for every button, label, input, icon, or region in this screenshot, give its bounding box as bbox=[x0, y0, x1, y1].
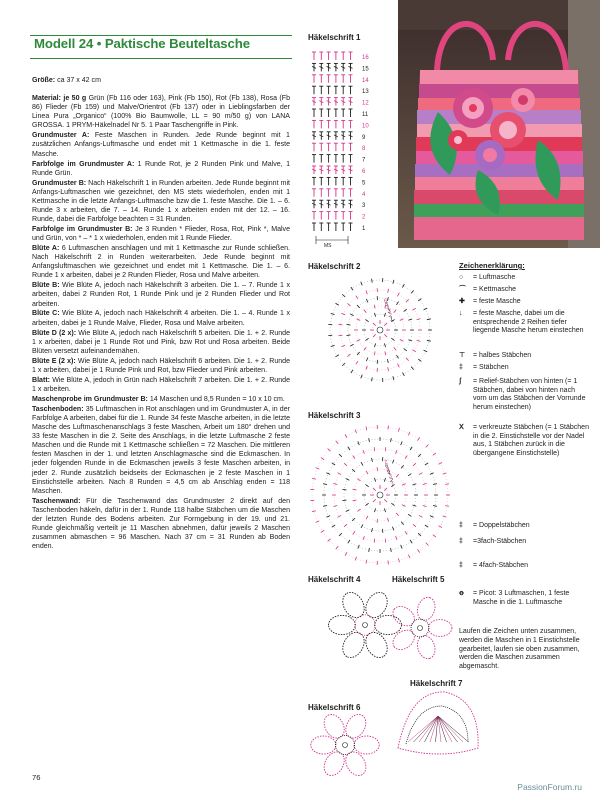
paragraph-text: 14 Maschen und 8,5 Runden = 10 x 10 cm. bbox=[147, 395, 285, 403]
stitch-mark bbox=[412, 484, 416, 485]
round-number: 7 bbox=[384, 459, 388, 466]
stitch-mark bbox=[408, 432, 410, 436]
row-number: 12 bbox=[362, 100, 369, 107]
stitch-mark bbox=[350, 314, 354, 316]
row-number: 9 bbox=[362, 134, 366, 141]
round-number: 4 bbox=[386, 305, 390, 312]
stitch-mark bbox=[351, 287, 353, 290]
stitch-mark bbox=[405, 531, 407, 534]
chart-1-label: Häkelschrift 1 bbox=[308, 33, 361, 42]
leaf-vein bbox=[438, 716, 463, 742]
round-number: 6 bbox=[385, 463, 389, 470]
paragraph-heading: Blüte E (2 x): bbox=[32, 357, 76, 365]
chart-7-label: Häkelschrift 7 bbox=[410, 679, 463, 688]
center-ring bbox=[418, 626, 423, 631]
paragraph-text: 1 Runde Rot, je 2 Runden Pink und Malve, 1 Runde Grün. bbox=[32, 160, 290, 177]
chart-7 bbox=[398, 692, 478, 754]
stitch-mark bbox=[356, 296, 358, 299]
legend-item bbox=[459, 364, 589, 373]
legend-symbol-icon: Ⅹ bbox=[459, 424, 464, 431]
legend-title: Zeichenerklärung: bbox=[459, 261, 525, 270]
stitch-mark bbox=[396, 536, 397, 540]
legend-symbol-icon: ○ bbox=[459, 274, 464, 281]
stitch-mark bbox=[332, 463, 335, 465]
row-number: 16 bbox=[362, 55, 369, 61]
legend-item bbox=[459, 590, 589, 607]
stitch-mark bbox=[342, 500, 346, 501]
stitch-mark bbox=[419, 515, 423, 517]
round-number: 2 bbox=[388, 312, 392, 319]
row-number: 5 bbox=[362, 180, 366, 187]
chart-5-label: Häkelschrift 5 bbox=[392, 575, 445, 584]
paragraph-heading: Taschenboden: bbox=[32, 405, 84, 413]
paragraph-heading: Blüte C: bbox=[32, 310, 60, 318]
stitch-mark bbox=[418, 359, 421, 361]
stitch-mark bbox=[373, 488, 376, 491]
legend-symbol-icon: ✚ bbox=[459, 298, 465, 305]
row-number: 4 bbox=[362, 191, 366, 198]
stitch-mark bbox=[392, 460, 393, 464]
legend-text: = verkreuzte Stäbchen (= 1 Stäbchen in die 2. Einstichstelle vor der Nadel aus, 1 Stäbchen zurück in die übergangene Einstichstelle) bbox=[473, 424, 589, 457]
row-number: 13 bbox=[362, 89, 369, 96]
stitch-mark bbox=[423, 506, 427, 507]
stitch-mark bbox=[427, 340, 431, 341]
stitch-mark bbox=[384, 343, 385, 347]
stitch-mark bbox=[385, 351, 386, 355]
leaf-vein bbox=[438, 716, 469, 742]
legend-note: Laufen die Zeichen unten zusammen, werden die Maschen in 1 Einstichstelle gearbeitet, laufen sie oben zusammen, werden die Maschen zusammen abgemascht. bbox=[459, 628, 580, 671]
stitch-mark bbox=[364, 347, 366, 350]
paragraph-heading: Farbfolge im Grundmuster B: bbox=[32, 225, 133, 233]
stitch-mark bbox=[433, 484, 437, 485]
stitch-mark bbox=[331, 313, 335, 314]
stitch-mark bbox=[312, 511, 316, 512]
stitch-mark bbox=[406, 358, 409, 361]
petal-mark bbox=[361, 629, 391, 662]
row-number: 2 bbox=[362, 214, 366, 221]
stitch-mark bbox=[405, 455, 407, 458]
stitch-mark bbox=[433, 506, 437, 507]
legend-symbol-icon: ⌒ bbox=[459, 286, 466, 293]
stitch-mark bbox=[357, 479, 360, 481]
ring-guide bbox=[354, 469, 406, 521]
stitch-mark bbox=[345, 434, 347, 437]
leaf-vein bbox=[408, 716, 438, 742]
petal-mark bbox=[320, 711, 348, 742]
round-number: 3 bbox=[388, 474, 392, 481]
round-number: 5 bbox=[385, 302, 389, 308]
stitch-mark bbox=[338, 324, 342, 325]
stitch-mark bbox=[372, 279, 373, 283]
petal-mark bbox=[342, 748, 370, 779]
legend-item bbox=[459, 310, 589, 336]
legend-text: = halbes Stäbchen bbox=[473, 352, 532, 359]
stitch-mark bbox=[321, 458, 324, 460]
legend-item bbox=[459, 274, 589, 283]
legend-item bbox=[459, 286, 589, 295]
stitch-mark bbox=[391, 338, 394, 340]
stitch-mark bbox=[391, 438, 392, 442]
legend-text: = feste Masche, dabei um die entsprechende 2 Reihen tiefer liegende Masche herum einstechen bbox=[473, 310, 584, 335]
stitch-mark bbox=[396, 474, 399, 477]
stitch-mark bbox=[347, 303, 350, 306]
stitch-mark bbox=[337, 515, 341, 517]
stitch-mark bbox=[365, 319, 368, 321]
petal-mark bbox=[389, 626, 418, 653]
stitch-mark bbox=[423, 484, 427, 485]
chart-3-label: Häkelschrift 3 bbox=[308, 411, 361, 420]
round-number: 2 bbox=[390, 477, 394, 484]
row-number: 14 bbox=[362, 77, 369, 84]
stitch-mark bbox=[411, 367, 414, 370]
round-number: 1 bbox=[390, 316, 394, 323]
legend-item bbox=[459, 522, 589, 531]
stitch-mark bbox=[332, 525, 335, 527]
center-ring bbox=[363, 623, 368, 628]
stitch-mark bbox=[443, 473, 447, 474]
stitch-mark bbox=[408, 555, 410, 559]
paragraph-text: Wie Blüte A, jedoch in Grün nach Häkelschrift 7 arbeiten. Die 1. + 2. Runde 1 x arbeiten. bbox=[32, 376, 290, 393]
stitch-mark bbox=[363, 450, 364, 454]
legend-item bbox=[459, 562, 589, 571]
stitch-mark bbox=[391, 503, 394, 505]
stitch-mark bbox=[425, 525, 428, 527]
stitch-mark bbox=[348, 447, 350, 450]
stitch-mark bbox=[400, 340, 404, 342]
stitch-mark bbox=[345, 552, 347, 555]
stitch-mark bbox=[412, 308, 415, 310]
stitch-mark bbox=[328, 449, 331, 452]
petal-mark bbox=[375, 615, 402, 634]
chart-1 bbox=[312, 52, 369, 244]
stitch-mark bbox=[433, 453, 436, 455]
petal-mark bbox=[338, 589, 368, 622]
ring-guide bbox=[340, 290, 420, 370]
paragraph-text: Wie Blüte A, jedoch nach Häkelschrift 3 arbeiten. Die 1. – 7. Runde 1 x arbeiten, dabei 2 Runden Rot, 1 Runde Pink und je 2 Runden Flieder und Rot arbeiten. bbox=[32, 282, 290, 308]
stitch-mark bbox=[419, 473, 423, 475]
paragraph-text: Wie Blüte A, jedoch nach Häkelschrift 4 arbeiten. Die 1. – 4. Runde 1 x arbeiten, dabei je 1 Runde Malve, Flieder, Rosa und Malve arbeiten. bbox=[32, 310, 290, 327]
chart-5 bbox=[389, 595, 452, 661]
stitch-mark bbox=[358, 545, 360, 549]
center-ring bbox=[377, 492, 383, 498]
paragraph-text: Nach Häkelschrift 1 in Runden arbeiten. Jede Runde beginnt mit Anfangs-Luftmaschen wie gezeichnet, den MS stets wiederholen, enden mit 1 Kettmasche in die letzte Anfangs-Luftmasche bzw die 1. feste Masche. Die 1. – 6. Runde 3 x arbeiten, die 7. – 14. Runde 1 x arbeiten enden mit der 12. – 16. Runde, dabei die Farbfolge beachten = 31 Runden. bbox=[32, 179, 290, 223]
paragraph-text: Wie Blüte A, jedoch nach Häkelschrift 6 arbeiten. Die 1. + 2. Runde 1 x arbeiten, dabei je 1 Runde Pink und Rot, bzw Flieder und Pink arbeiten. bbox=[32, 357, 290, 374]
stitch-mark bbox=[445, 484, 449, 485]
stitch-mark bbox=[384, 508, 385, 512]
stitch-mark bbox=[355, 557, 356, 561]
stitch-mark bbox=[373, 323, 376, 326]
stitch-mark bbox=[401, 545, 403, 549]
paragraph-heading: Taschenwand: bbox=[32, 497, 81, 505]
legend-symbol-icon: ‡ bbox=[459, 562, 463, 569]
row-number: 11 bbox=[362, 112, 369, 118]
leaf-vein bbox=[419, 716, 438, 742]
stitch-mark bbox=[366, 366, 367, 370]
stitch-mark bbox=[445, 506, 449, 507]
petal-mark bbox=[354, 736, 379, 754]
legend-symbol-icon: ꝋ bbox=[459, 590, 464, 597]
stitch-mark bbox=[365, 484, 368, 486]
petal-mark bbox=[338, 629, 368, 662]
paragraph-text: Grün (Fb 116 oder 163), Pink (Fb 150), Rot (Fb 138), Rosa (Fb 86) Flieder (Fb 159) und Malve/Orientrot (Fb 137) oder in Lieblingsfarben der Linea Pura „Organico“ (100% Bio Baumwolle, LL = 90 m/50 g) von LANA GROSSA. 1 PRYM-Häkelnadel Nr 5. 1 Paar Taschengriffe in Pink. bbox=[32, 95, 290, 130]
petal-mark bbox=[320, 748, 348, 779]
legend-item bbox=[459, 298, 589, 307]
footer-watermark: PassionForum.ru bbox=[517, 782, 582, 792]
stitch-mark bbox=[402, 505, 406, 507]
legend-item bbox=[459, 378, 589, 412]
petal-mark bbox=[361, 589, 391, 622]
center-ring bbox=[377, 327, 383, 333]
legend-text: = Picot: 3 Luftmaschen, 1 feste Masche in die 1. Luftmasche bbox=[473, 590, 570, 606]
stitch-mark bbox=[394, 310, 396, 313]
petal-mark bbox=[329, 615, 356, 634]
legend-item bbox=[459, 424, 589, 458]
legend-symbol-icon: ‡ bbox=[459, 522, 463, 529]
stitch-mark bbox=[393, 376, 394, 380]
page-title: Modell 24 • Paktische Beuteltasche bbox=[34, 36, 250, 51]
paragraph-heading: Blüte A: bbox=[32, 245, 60, 253]
stitch-mark bbox=[433, 535, 436, 537]
leaf-outline bbox=[398, 692, 478, 754]
stitch-mark bbox=[347, 354, 350, 357]
stitch-mark bbox=[357, 319, 361, 321]
stitch-mark bbox=[396, 302, 398, 305]
stitch-mark bbox=[374, 305, 375, 309]
paragraph-heading: Grundmuster B: bbox=[32, 179, 87, 187]
stitch-mark bbox=[346, 335, 350, 336]
petal-mark bbox=[428, 620, 452, 637]
stitch-mark bbox=[316, 521, 320, 523]
legend-symbol-icon: ↓ bbox=[459, 310, 463, 317]
paragraph-heading: Blüte D (2 x): bbox=[32, 329, 77, 337]
stitch-mark bbox=[384, 478, 385, 482]
paragraph-heading: Maschenprobe im Grundmuster B: bbox=[32, 395, 148, 403]
legend-text: = feste Masche bbox=[473, 298, 521, 305]
stitch-mark bbox=[357, 340, 361, 342]
petal-mark bbox=[342, 711, 370, 742]
legend-text: =3fach-Stäbchen bbox=[473, 538, 527, 545]
stitch-mark bbox=[401, 522, 403, 525]
stitch-mark bbox=[372, 528, 373, 532]
paragraph-text: Je 3 Runden * Flieder, Rosa, Rot, Pink *, Malve und Grün, von * – * 1 x wiederholen, enden mit 1 Runde Flieder. bbox=[32, 225, 290, 243]
row-number: 3 bbox=[362, 203, 366, 210]
chart-6 bbox=[311, 711, 379, 779]
stitch-mark bbox=[417, 340, 421, 341]
stitch-mark bbox=[387, 297, 388, 301]
stitch-mark bbox=[408, 319, 412, 320]
stitch-mark bbox=[402, 484, 406, 486]
stitch-mark bbox=[353, 455, 355, 458]
legend-item bbox=[459, 538, 589, 547]
petal-mark bbox=[415, 595, 438, 623]
ring-guide bbox=[334, 449, 426, 541]
stitch-mark bbox=[361, 375, 362, 379]
paragraph-heading: Farbfolge im Grundmuster A: bbox=[32, 160, 135, 168]
paragraph-heading: Grundmuster A: bbox=[32, 132, 90, 140]
stitch-mark bbox=[341, 345, 345, 347]
stitch-mark bbox=[387, 518, 388, 522]
paragraph-text: 6 Luftmaschen anschlagen und mit 1 Kettmasche zur Runde schließen. Nach Häkelschrift 2 in Runden weiterarbeiten. Jede Runde beginnt mit Anfangsluftmaschen wie gezeichnet und endet mit 1 Kettmasche. Die 1. – 6. Runde 1 x arbeiten, dabei je 2 Runden Flieder, Rosa und Malve arbeiten. bbox=[32, 245, 291, 280]
row-number: 7 bbox=[362, 157, 366, 164]
stitch-mark bbox=[401, 465, 403, 468]
stitch-mark bbox=[323, 506, 327, 507]
chart-6-label: Häkelschrift 6 bbox=[308, 703, 361, 712]
ms-label: MS bbox=[324, 243, 332, 249]
stitch-mark bbox=[333, 484, 337, 485]
leaf-vein bbox=[414, 716, 439, 742]
legend-text: = Doppelstäbchen bbox=[473, 522, 530, 529]
inner-ring bbox=[411, 619, 429, 637]
stitch-mark bbox=[355, 430, 356, 434]
round-number: 1 bbox=[391, 481, 395, 488]
round-number: 6 bbox=[384, 298, 388, 305]
stitch-mark bbox=[366, 299, 368, 303]
chart-2-label: Häkelschrift 2 bbox=[308, 262, 361, 271]
stitch-mark bbox=[312, 478, 316, 479]
row-number: 15 bbox=[362, 66, 369, 73]
stitch-mark bbox=[397, 364, 399, 368]
stitch-mark bbox=[408, 340, 412, 341]
paragraph-text: Feste Maschen in Runden. Jede Runde beginnt mit 1 zusätzlichen Anfangs-Luftmasche und endet mit 1 Kettmasche in die 1. feste Masche. bbox=[32, 132, 290, 158]
stitch-mark bbox=[328, 539, 331, 542]
paragraph-text: Für die Taschenwand das Grundmuster 2 direkt auf den Taschenboden häkeln, dafür in der 1. Runde 118 halbe Stäbchen um die Maschen der letzten Runde des Bodens arbeiten. Zur Formgebung in der 19. und 21. Runde gleichmäßig verteilt je 11 Maschen abnehmen, dafür jeweils 2 Maschen zusammen abmaschen = 96 Maschen. Nach 37 cm = 31 Runden ab Boden enden. bbox=[32, 497, 290, 551]
legend-symbol-icon: ‡ bbox=[459, 538, 463, 545]
page-number: 76 bbox=[32, 773, 41, 782]
round-number: 4 bbox=[387, 470, 391, 477]
stitch-mark bbox=[372, 377, 373, 381]
stitch-mark bbox=[396, 355, 398, 358]
legend-text: = Stäbchen bbox=[473, 364, 509, 371]
legend-symbol-icon: ‡ bbox=[459, 364, 463, 371]
legend-text: = 4fach-Stäbchen bbox=[473, 562, 529, 569]
center-ring bbox=[343, 743, 348, 748]
stitch-mark bbox=[418, 454, 421, 457]
stitch-mark bbox=[404, 309, 407, 311]
chart-3 bbox=[310, 425, 450, 565]
legend-text: = Luftmasche bbox=[473, 274, 516, 281]
stitch-mark bbox=[326, 473, 330, 475]
leaf-vein bbox=[438, 716, 458, 742]
stitch-mark bbox=[363, 536, 364, 540]
legend-text: = Relief-Stäbchen von hinten (= 1 Stäbchen, dabei von hinten nach vorn um das Stäbchen der Vorrunde herum einstechen) bbox=[473, 378, 586, 411]
legend-symbol-icon: ⊤ bbox=[459, 352, 466, 359]
stitch-mark bbox=[426, 445, 429, 448]
stitch-mark bbox=[339, 533, 342, 536]
stitch-mark bbox=[331, 345, 335, 346]
row-number: 10 bbox=[362, 123, 369, 130]
stitch-mark bbox=[410, 447, 412, 450]
stitch-mark bbox=[344, 524, 347, 527]
row-number: 1 bbox=[362, 226, 366, 232]
legend-text: = Kettmasche bbox=[473, 286, 516, 293]
stitch-mark bbox=[372, 458, 373, 462]
stitch-mark bbox=[357, 509, 360, 511]
stitch-mark bbox=[402, 284, 404, 288]
round-number: 5 bbox=[386, 467, 390, 473]
stitch-mark bbox=[418, 299, 421, 301]
stitch-mark bbox=[358, 441, 360, 445]
stitch-mark bbox=[396, 450, 397, 454]
paragraph-text: Wie Blüte A, jedoch nach Häkelschrift 5 arbeiten. Die 1. + 2. Runde 1 x arbeiten, dabei je 1 Runde Rot und Pink, bzw Rot und Rosa arbeiten. Beide Blüten versetzt aufeinandernähen. bbox=[32, 329, 290, 355]
size-value: ca 37 x 42 cm bbox=[57, 77, 101, 84]
stitch-mark bbox=[384, 313, 385, 317]
stitch-mark bbox=[353, 489, 357, 490]
legend-item bbox=[459, 352, 589, 361]
stitch-mark bbox=[388, 289, 389, 293]
petal-mark bbox=[311, 736, 336, 754]
row-number: 8 bbox=[362, 146, 366, 153]
petal-mark bbox=[415, 633, 438, 661]
paragraph-heading: Blüte B: bbox=[32, 282, 60, 290]
size-label: Größe: bbox=[32, 77, 56, 84]
stitch-mark bbox=[392, 527, 393, 531]
stitch-mark bbox=[438, 526, 442, 528]
stitch-mark bbox=[400, 319, 404, 321]
round-number: 3 bbox=[387, 309, 391, 316]
ring-guide bbox=[330, 280, 430, 380]
stitch-mark bbox=[391, 548, 392, 552]
paragraph-heading: Blatt: bbox=[32, 376, 51, 384]
stitch-mark bbox=[417, 549, 419, 552]
stitch-mark bbox=[430, 473, 434, 475]
paragraph-heading: Material: je 50 g bbox=[32, 95, 87, 103]
legend-symbol-icon: ʃ bbox=[459, 378, 462, 385]
stitch-mark bbox=[337, 473, 341, 475]
chart-2 bbox=[328, 278, 432, 382]
chart-4 bbox=[329, 589, 402, 662]
paragraph-text: 35 Luftmaschen in Rot anschlagen und im Grundmuster A, in der Farbfolge A arbeiten, dabei für die 1. Runde 34 feste Masche arbeiten, in die letzte Masche des Luftmaschenanschlags 3 feste Maschen, Arbeit um 180° drehen und 33 feste Maschen in die 2. Seite des Anschlags, in die letzte Luftmasche 2 feste Maschen und die Runde mit 1 Kettmasche schließen = 72 Maschen. Die mittleren festen Maschen in der 1. und letzten Anschlagmasche sind die Eckmaschen. In jeder folgenden Runde in die Eckmaschen jeweils 3 feste Maschen arbeiten, in jeder 2. Runde zusätzlich beidseits der Eckmaschen je 2 feste Maschen in 1 Einstichstelle arbeiten. Nach 8 Runden = 4,5 cm ab Anschlag enden = 118 Maschen. bbox=[32, 405, 290, 495]
stitch-mark bbox=[412, 505, 416, 506]
stitch-mark bbox=[342, 294, 345, 297]
chart-4-label: Häkelschrift 4 bbox=[308, 575, 361, 584]
stitch-mark bbox=[342, 489, 346, 490]
row-number: 6 bbox=[362, 169, 366, 175]
